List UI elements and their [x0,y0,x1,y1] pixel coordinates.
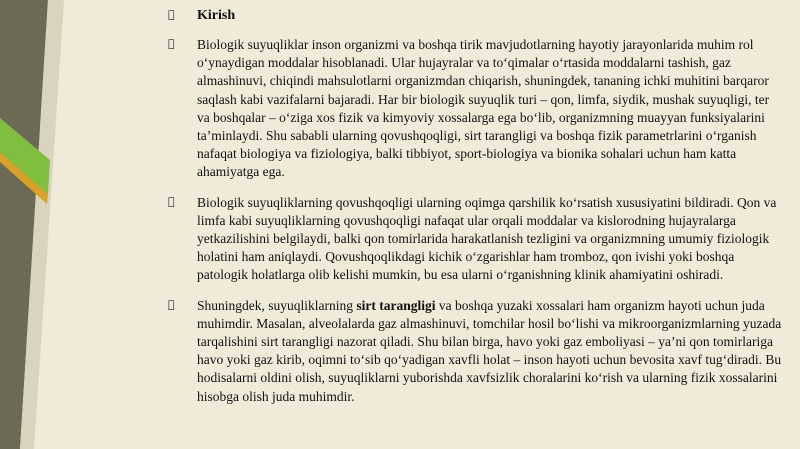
paragraph-intro: Biologik suyuqliklar inson organizmi va boshqa tirik mavjudotlarning hayotiy jarayonlarida muhim rol o‘ynaydigan moddalar hisoblanadi. Ular hujayralar va to‘qimalar o‘rtasida moddalarni tashish, gaz almashinuvi, chiqindi mahsulotlarni organizmdan chiqarish, shuningdek, tananing ichki muhitini barqaror saqlash kabi vazifalarni bajaradi. Har bir biologik suyuqlik turi – qon, limfa, siydik, mushak suyuqligi, ter va boshqalar – o‘ziga xos fizik va kimyoviy xossalarga ega bo‘lib, organizmning muayyan funksiyalarini ta’minlaydi. Shu sababli ularning qovushqoqligi, sirt tarangligi va boshqa fizik parametrlarini o‘rganish nafaqat biologiya va fiziologiya, balki tibbiyot, sport-biologiya va bionika sohalari uchun ham katta ahamiyatga ega. [197,37,770,180]
bullet-icon [168,8,175,21]
bullet-icon [168,195,175,208]
list-item [168,297,782,406]
bold-term: sirt tarangligi [356,297,436,313]
bullet-icon [168,298,175,311]
list-item [168,194,782,285]
paragraph-surface-tension [197,297,782,406]
paragraph-viscosity: Biologik suyuqliklarning qovushqoqligi ularning oqimga qarshilik ko‘rsatish xususiyatini bildiradi. Qon va limfa kabi suyuqliklarning qovushqoqligi nafaqat ular orqali moddalar va kislorodning hujayralarga yetkazilishini belgilaydi, balki qon tomirlarida harakatlanish tezligini va organizmning umumiy fiziologik holatini ham aniqlaydi. Qovushqoqlikdagi kichik o‘zgarishlar ham tromboz, qon ivishi yoki boshqa patologik holatlarga olib kelishi mumkin, bu esa ularni o‘rganishning klinik ahamiyatini oshiradi. [197,194,777,283]
list-item [168,36,782,182]
paragraph-text-end: va boshqa yuzaki xossalari ham organizm hayoti uchun juda muhimdir. Masalan, alveolalarda gaz almashinuvi, tomchilar hosil bo‘lishi va mikroorganizmlarning yuzada tarqalishini sirt tarangligi nazorat qiladi. Shu bilan birga, havo yoki gaz emboliyasi – ya’ni qon tomirlariga havo yoki gaz kirib, oqimni to‘sib qo‘yadigan xavfli holat – inson hayoti uchun bevosita xavf tug‘diradi. Bu hodisalarni oldini olish, suyuqliklarni yuborishda xavfsizlik choralarini ko‘rish va ularning fizik xossalarini hisobga olish juda muhimdir. [197,297,782,404]
slide-content [168,4,782,418]
slide-heading: Kirish [197,8,236,23]
bullet-icon [168,37,175,50]
heading-item [168,7,782,25]
paragraph-text-start: Shuningdek, suyuqliklarning [197,297,357,313]
